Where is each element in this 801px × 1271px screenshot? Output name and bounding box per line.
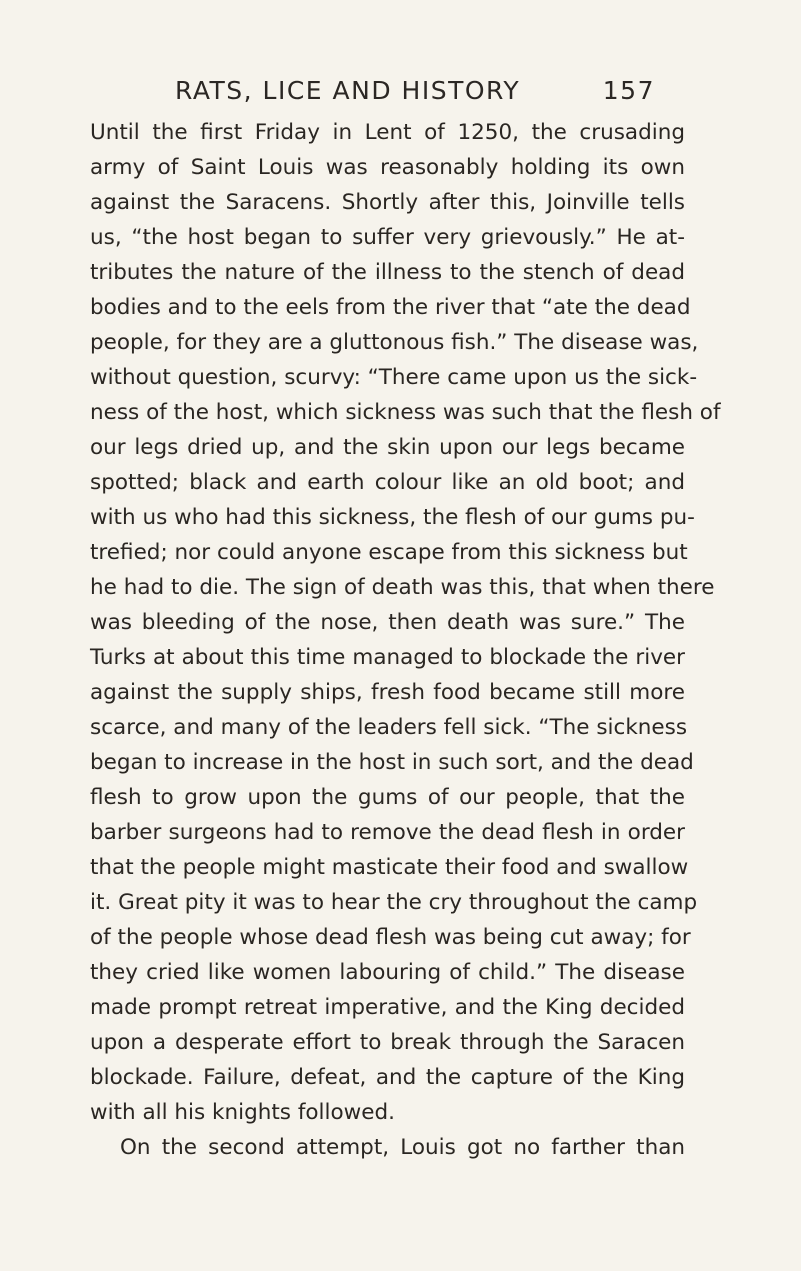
text-line: us, “the host began to suffer very grievously.” He at- — [90, 225, 685, 250]
text-line: against the Saracens. Shortly after this, Joinville tells — [90, 190, 685, 215]
text-line: army of Saint Louis was reasonably holding its own — [90, 155, 685, 180]
text-line: upon a desperate effort to break through the Saracen — [90, 1030, 685, 1055]
text-line: ness of the host, which sickness was such that the flesh of — [90, 400, 721, 425]
text-line: he had to die. The sign of death was this, that when there — [90, 575, 715, 600]
running-head — [175, 76, 655, 116]
text-line: our legs dried up, and the skin upon our legs became — [90, 435, 685, 460]
text-line: trefied; nor could anyone escape from this sickness but — [90, 540, 688, 565]
text-line: that the people might masticate their food and swallow — [90, 855, 689, 880]
text-line: it. Great pity it was to hear the cry throughout the camp — [90, 890, 698, 915]
text-line: against the supply ships, fresh food became still more — [90, 680, 685, 705]
text-line: blockade. Failure, defeat, and the capture of the King — [90, 1065, 685, 1090]
text-line: Until the first Friday in Lent of 1250, the crusading — [90, 120, 685, 145]
text-line: barber surgeons had to remove the dead flesh in order — [90, 820, 685, 845]
text-line: scarce, and many of the leaders fell sick. “The sickness — [90, 715, 688, 740]
running-head-title: RATS, LICE AND HISTORY — [175, 76, 521, 105]
text-line: tributes the nature of the illness to the stench of dead — [90, 260, 685, 285]
text-line: began to increase in the host in such sort, and the dead — [90, 750, 694, 775]
text-line: flesh to grow upon the gums of our people, that the — [90, 785, 685, 810]
paragraph-end-line: with all his knights followed. — [90, 1100, 395, 1125]
text-line: spotted; black and earth colour like an old boot; and — [90, 470, 685, 495]
text-line: people, for they are a gluttonous fish.” The disease was, — [90, 330, 699, 355]
page-number: 157 — [602, 76, 655, 105]
paragraph-start-line: On the second attempt, Louis got no farther than — [120, 1135, 685, 1160]
text-line: they cried like women labouring of child.” The disease — [90, 960, 685, 985]
text-line: bodies and to the eels from the river that “ate the dead — [90, 295, 691, 320]
text-line: made prompt retreat imperative, and the King decided — [90, 995, 685, 1020]
text-line: with us who had this sickness, the flesh of our gums pu- — [90, 505, 695, 530]
text-line: was bleeding of the nose, then death was sure.” The — [90, 610, 685, 635]
text-line: without question, scurvy: “There came upon us the sick- — [90, 365, 698, 390]
text-line: Turks at about this time managed to blockade the river — [90, 645, 685, 670]
body-text — [90, 115, 721, 1165]
text-line: of the people whose dead flesh was being cut away; for — [90, 925, 691, 950]
